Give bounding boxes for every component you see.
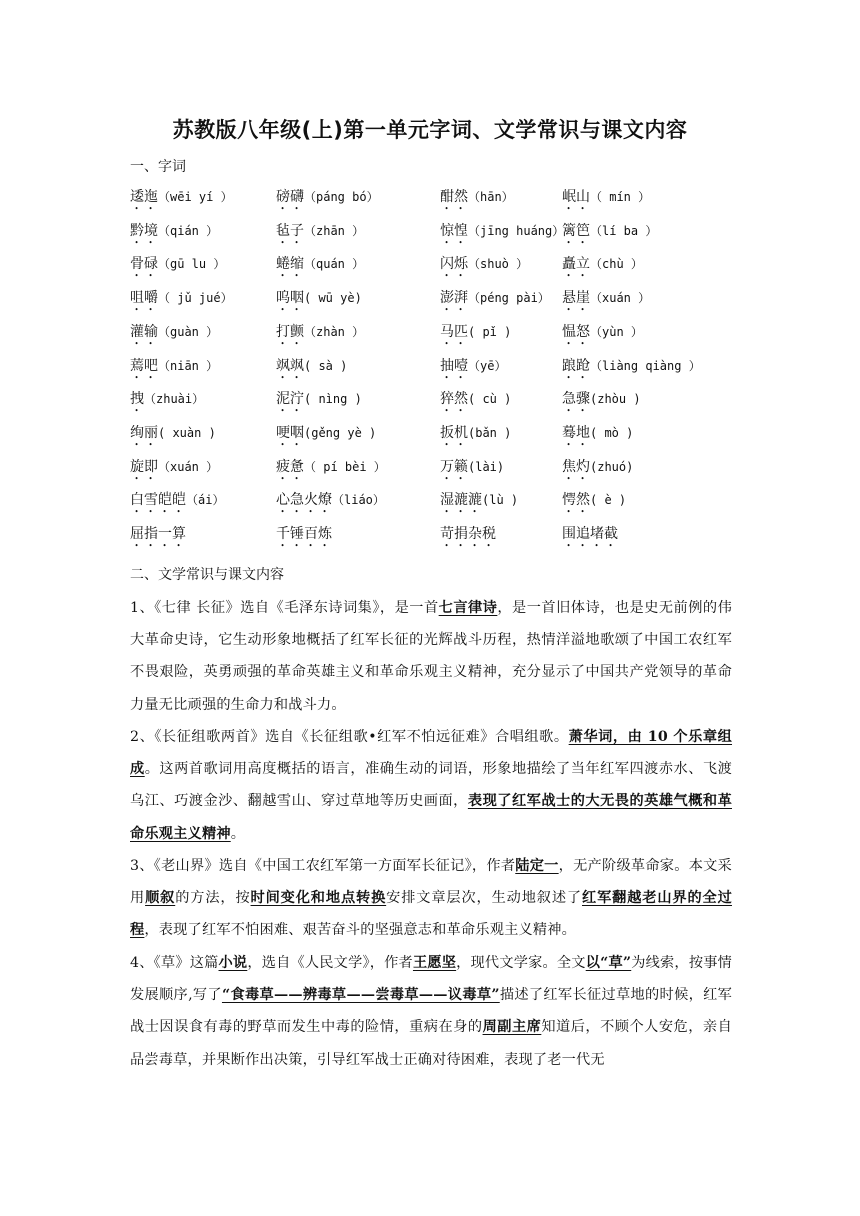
vocab-pinyin: （niān ）: [158, 358, 219, 373]
vocab-item: [440, 186, 514, 213]
vocab-item: [440, 388, 511, 415]
vocab-word: 扳机: [440, 424, 468, 441]
vocab-word: 屈指一算: [130, 526, 186, 542]
vocab-item: [440, 253, 528, 280]
vocab-item: [562, 523, 618, 550]
vocab-pinyin: （yē）: [468, 358, 507, 373]
vocab-row: [130, 388, 740, 412]
vocab-row: [130, 355, 740, 379]
vocab-word: 酣然: [440, 189, 468, 205]
key-term: “食毒草——辨毒草——尝毒草——议毒草”: [221, 987, 500, 1004]
vocab-row: [130, 456, 740, 480]
key-term: 红军翻越老山界的全过程: [130, 890, 732, 939]
vocab-word: 泥泞: [276, 391, 304, 408]
paragraph-text: 2、《长征组歌两首》选自《长征组歌•红军不怕远征难》合唱组歌。: [130, 729, 569, 745]
document-title: 苏教版八年级(上)第一单元字词、文学常识与课文内容: [172, 118, 688, 142]
vocab-pinyin: （péng pài）: [468, 291, 550, 306]
vocab-pinyin: （páng bó）: [304, 190, 379, 204]
paragraph-text: ，是一首旧体诗，也是史无前例的伟大革命史诗，它生动形象地概括了红军长征的光辉战斗历程，热情洋溢地歌颂了中国工农红军不畏艰险，英勇顽强的革命英雄主义和革命乐观主义精神，充分显示了中国共产党领导的革命力量无比顽强的生命力和战斗力。: [130, 600, 732, 713]
vocab-item: [276, 523, 332, 550]
vocab-row: [130, 186, 740, 210]
vocab-item: [130, 355, 218, 382]
vocab-row: [130, 422, 740, 446]
vocab-item: [130, 456, 218, 483]
vocab-word: 白雪皑皑: [130, 492, 186, 509]
vocab-item: [276, 287, 362, 314]
vocab-pinyin: ( sà ): [304, 358, 348, 373]
vocab-word: 急骤: [562, 391, 590, 408]
vocab-item: [276, 456, 386, 483]
key-term: 周副主席: [482, 1019, 542, 1036]
vocab-word: 围追堵截: [562, 526, 618, 542]
vocab-pinyin: （ pí bèi ）: [304, 459, 386, 474]
vocab-pinyin: ( wū yè): [304, 291, 362, 306]
literature-paragraph: [130, 850, 732, 947]
paragraph-text: 3、《老山界》选自《中国工农红军第一方面军长征记》，作者: [130, 858, 516, 874]
vocab-word: 矗立: [562, 256, 590, 273]
vocab-item: [440, 456, 504, 483]
vocab-word: 踉跄: [562, 357, 590, 374]
vocab-word: 咀嚼: [130, 290, 158, 307]
vocab-word: 黔境: [130, 222, 158, 239]
vocab-word: 逶迤: [130, 189, 158, 205]
vocab-word: 疲惫: [276, 458, 304, 475]
vocab-pinyin: ( xuàn ): [158, 425, 216, 440]
paragraph-text: 为线索，按事情发展顺序,写了: [130, 955, 732, 1004]
paragraph-text: ，表现了红军不怕困难、艰苦奋斗的坚强意志和革命乐观主义精神。: [144, 922, 577, 939]
literature-paragraph: [130, 592, 732, 721]
key-term: 顺叙: [145, 890, 176, 907]
vocab-item: [562, 388, 641, 415]
vocab-item: [276, 388, 362, 415]
paragraph-text: ，现代文学家。全文: [456, 955, 586, 971]
vocab-item: [562, 287, 650, 314]
vocab-item: [130, 388, 204, 415]
vocab-word: 拽: [130, 391, 144, 408]
vocab-pinyin: （wēi yí ）: [158, 190, 233, 204]
vocab-pinyin: ( cù ): [468, 392, 512, 407]
vocab-word: 磅礴: [276, 189, 304, 205]
vocab-pinyin: ( pǐ ): [468, 324, 512, 339]
vocab-pinyin: （xuán ）: [158, 459, 219, 474]
vocab-pinyin: （ mín ）: [590, 190, 651, 204]
paragraph-text: 1、《七律 长征》选自《毛泽东诗词集》，是一首: [130, 600, 439, 616]
vocab-row: [130, 523, 740, 547]
vocab-word: 悬崖: [562, 290, 590, 307]
paragraph-text: ，无产阶级革命家。本文采用: [130, 858, 732, 907]
vocab-word: 焦灼: [562, 458, 590, 475]
vocab-item: [440, 355, 506, 382]
vocab-item: [440, 321, 511, 348]
vocab-pinyin: （liàng qiàng ）: [590, 358, 701, 373]
vocab-item: [276, 253, 364, 280]
vocab-row: [130, 287, 740, 311]
paragraph-text: 。这两首歌词用高度概括的语言，准确生动的词语，形象地描绘了当年红军四渡赤水、飞渡乌江、巧渡金沙、翻越雪山、穿过草地等历史画面，: [130, 761, 732, 810]
vocab-word: 飒飒: [276, 357, 304, 374]
vocab-item: [562, 489, 626, 516]
vocab-word: 惊惶: [440, 222, 468, 239]
vocab-item: [276, 355, 347, 382]
key-term: 时间变化和地点转换: [250, 890, 387, 907]
vocab-word: 哽咽: [276, 424, 304, 441]
vocab-word: 蜷缩: [276, 256, 304, 273]
vocab-item: [130, 321, 218, 348]
vocab-item: [276, 321, 364, 348]
vocab-pinyin: （xuán ）: [590, 291, 651, 306]
vocab-pinyin: (lù ): [482, 493, 519, 508]
paragraph-text: 描述了红军长征过草地的时候，红军战士因误食有毒的野草而发生中毒的险情，重病在身的: [130, 987, 733, 1036]
key-term: 王愿坚: [412, 955, 457, 971]
vocab-word: 千锤百炼: [276, 526, 332, 542]
vocab-item: [440, 489, 518, 516]
vocab-word: 灌输: [130, 323, 158, 340]
vocab-word: 岷山: [562, 189, 590, 205]
vocab-pinyin: （yùn ）: [590, 324, 643, 339]
vocab-item: [440, 523, 496, 550]
vocab-item: [130, 287, 233, 314]
vocab-word: 愕然: [562, 492, 590, 509]
vocab-pinyin: (zhuó): [590, 459, 634, 474]
vocab-item: [130, 489, 224, 516]
key-term: 小说: [218, 955, 248, 971]
vocab-row: [130, 489, 740, 513]
vocab-word: 马匹: [440, 323, 468, 340]
vocab-pinyin: （qián ）: [158, 223, 219, 238]
literature-paragraph: [130, 947, 732, 1076]
vocab-word: 澎湃: [440, 290, 468, 307]
vocab-item: [276, 186, 379, 213]
vocab-pinyin: (bǎn ): [468, 425, 512, 440]
vocab-row: [130, 253, 740, 277]
vocab-pinyin: ( è ): [590, 493, 627, 508]
vocab-pinyin: (lài): [468, 459, 505, 474]
vocab-word: 湿漉漉: [440, 492, 482, 509]
vocab-word: 骨碌: [130, 256, 158, 273]
literature-paragraph: [130, 721, 732, 850]
vocab-pinyin: （zhàn ）: [304, 324, 365, 339]
vocab-pinyin: (gěng yè ): [304, 425, 377, 440]
vocab-pinyin: （gū lu ）: [158, 257, 226, 272]
vocab-pinyin: ( nìng ): [304, 392, 362, 407]
vocab-item: [440, 287, 550, 314]
vocab-word: 蓦地: [562, 424, 590, 441]
vocab-pinyin: (zhòu ): [590, 392, 641, 407]
vocab-item: [276, 220, 364, 247]
vocab-item: [130, 220, 218, 247]
vocab-pinyin: （ái）: [186, 493, 225, 508]
vocab-item: [130, 523, 186, 550]
vocab-word: 心急火燎: [276, 492, 332, 509]
paragraph-text: ，选自《人民文学》，作者: [247, 955, 413, 971]
vocab-word: 绚丽: [130, 424, 158, 441]
vocab-pinyin: ( mò ): [590, 425, 634, 440]
section-heading-literature: 二、文学常识与课文内容: [130, 567, 284, 583]
vocab-item: [130, 186, 233, 213]
vocab-pinyin: （lí ba ）: [590, 223, 658, 238]
key-term: 陆定一: [515, 858, 559, 874]
vocab-item: [130, 253, 225, 280]
vocab-word: 毡子: [276, 222, 304, 239]
paragraph-text: 的方法，按: [175, 890, 251, 907]
vocab-row: [130, 220, 740, 244]
section-heading-vocab: 一、字词: [130, 159, 186, 175]
vocab-word: 呜咽: [276, 290, 304, 307]
vocab-pinyin: （shuò ）: [468, 257, 529, 272]
vocab-item: [562, 220, 657, 247]
vocab-word: 苛捐杂税: [440, 526, 496, 542]
vocab-item: [440, 422, 511, 449]
key-term: 萧华词，由 10 个乐章组成: [130, 729, 733, 778]
vocab-word: 猝然: [440, 391, 468, 408]
vocab-pinyin: （zhuài）: [144, 392, 205, 407]
vocab-word: 万籁: [440, 458, 468, 475]
key-term: 表现了红军战士的大无畏的英雄气概和革命乐观主义精神: [130, 793, 732, 842]
vocab-item: [562, 355, 701, 382]
vocab-row: [130, 321, 740, 345]
vocab-word: 打颤: [276, 323, 304, 340]
key-term: 以“草”: [585, 955, 632, 971]
key-term: 七言律诗: [438, 600, 498, 616]
paragraph-text: 安排文章层次，生动地叙述了: [386, 890, 582, 907]
vocab-word: 愠怒: [562, 323, 590, 340]
vocab-item: [562, 321, 643, 348]
vocab-pinyin: （guàn ）: [158, 324, 219, 339]
vocab-pinyin: （ jǔ jué）: [158, 291, 233, 306]
vocab-item: [562, 456, 633, 483]
vocab-word: 篱笆: [562, 222, 590, 239]
vocab-pinyin: （jīng huáng）: [468, 223, 565, 238]
vocab-word: 蔫吧: [130, 357, 158, 374]
vocab-word: 旋即: [130, 458, 158, 475]
vocab-item: [440, 220, 564, 247]
vocab-word: 抽噎: [440, 357, 468, 374]
vocab-item: [562, 253, 643, 280]
vocab-pinyin: （chù ）: [590, 257, 643, 272]
vocab-item: [562, 422, 633, 449]
vocab-item: [130, 422, 216, 449]
vocab-pinyin: （liáo）: [332, 493, 385, 508]
vocab-pinyin: （zhān ）: [304, 223, 365, 238]
vocab-word: 闪烁: [440, 256, 468, 273]
vocab-pinyin: （quán ）: [304, 257, 365, 272]
vocab-item: [276, 422, 376, 449]
vocab-item: [562, 186, 650, 213]
vocab-pinyin: （hān）: [468, 190, 514, 204]
paragraph-text: 知道后，不顾个人安危，亲自品尝毒草，并果断作出决策，引导红军战士正确对待困难，表现了老一代无: [130, 1019, 732, 1068]
paragraph-text: 4、《草》这篇: [130, 955, 219, 971]
vocab-item: [276, 489, 385, 516]
paragraph-text: 。: [230, 825, 246, 842]
